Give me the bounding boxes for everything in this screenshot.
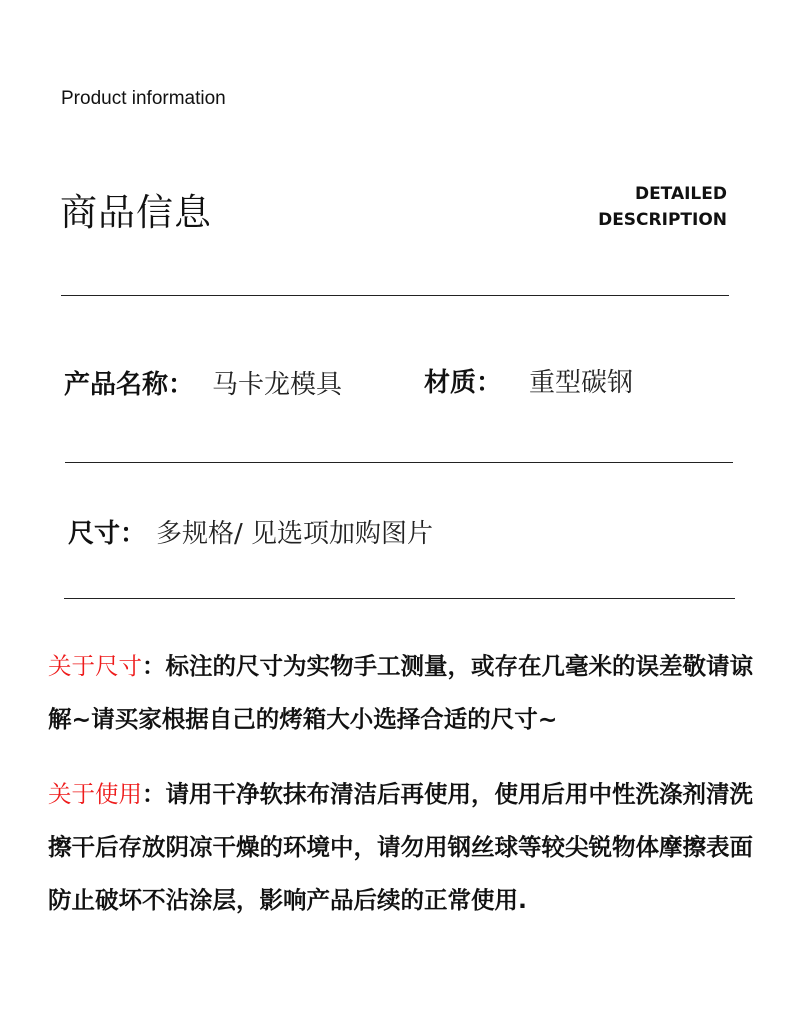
size-note-body: ：标注的尺寸为实物手工测量，或存在几毫米的误差敬请谅解~请买家根据自己的烤箱大小选择合适的尺寸~ — [48, 652, 753, 733]
material-label: 材质： — [424, 368, 503, 398]
usage-note-body: ：请用干净软抹布清洁后再使用，使用后用中性洗涤剂清洗擦干后存放阴凉干燥的环境中，请勿用钢丝球等较尖锐物体摩擦表面防止破坏不沾涂层，影响产品后续的正常使用. — [48, 780, 753, 914]
detailed-description-label — [598, 181, 727, 233]
divider-3 — [64, 598, 735, 599]
usage-note-title: 关于使用 — [48, 780, 142, 808]
usage-note-paragraph — [48, 768, 768, 927]
divider-2 — [65, 462, 733, 463]
divider-1 — [61, 295, 729, 296]
page-title: 商品信息 — [60, 191, 212, 234]
detailed-line-1: DETAILED — [634, 184, 727, 204]
size-label: 尺寸： — [68, 519, 147, 549]
size-note-title: 关于尺寸 — [48, 652, 142, 680]
product-name-value: 马卡龙模具 — [212, 370, 343, 400]
english-heading: Product information — [61, 88, 226, 109]
product-name-label: 产品名称： — [64, 370, 195, 400]
detailed-line-2: DESCRIPTION — [598, 210, 727, 230]
size-value: 多规格/ 见选项加购图片 — [156, 519, 434, 549]
size-note-paragraph — [48, 640, 768, 746]
material-value: 重型碳钢 — [529, 368, 634, 398]
